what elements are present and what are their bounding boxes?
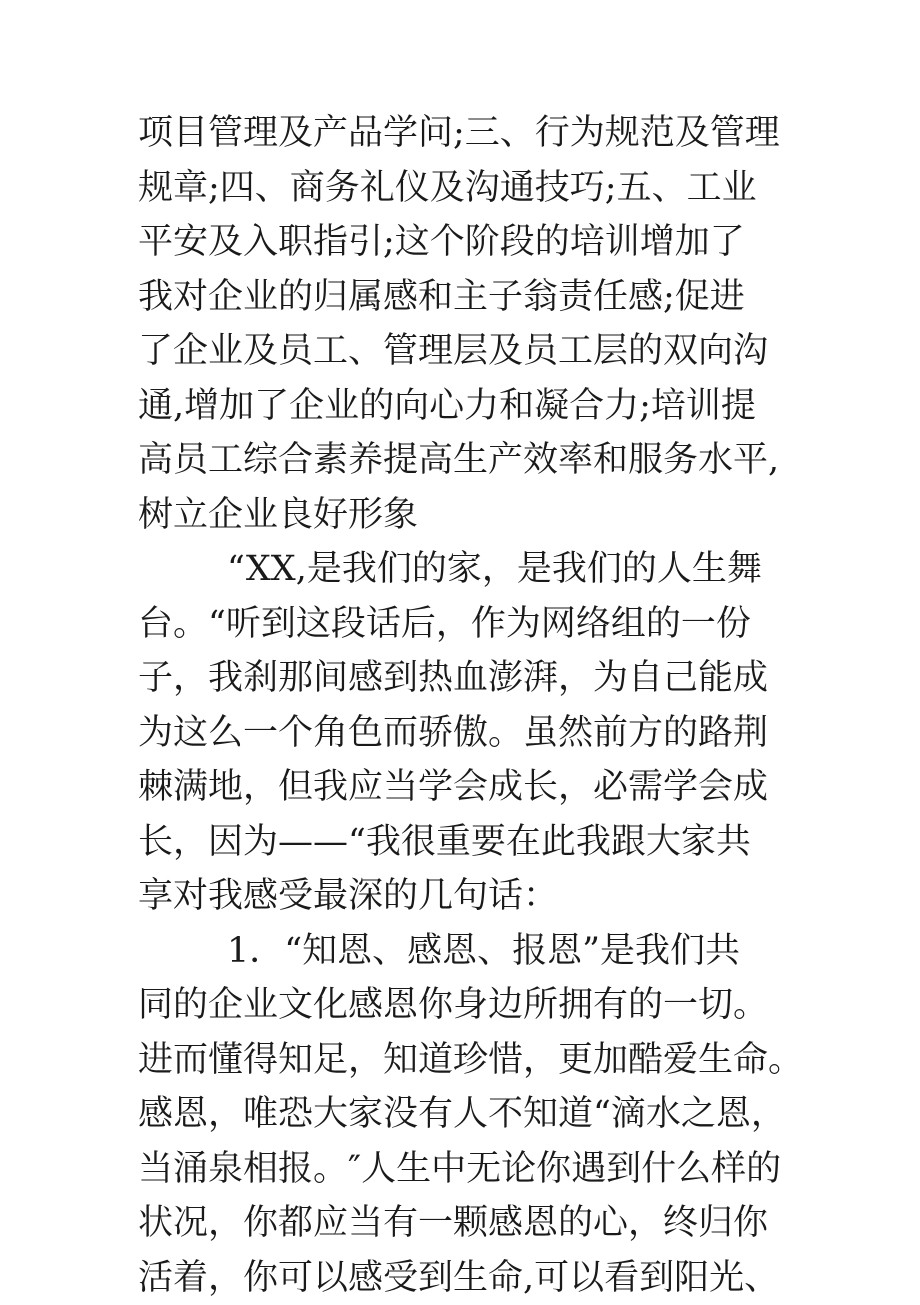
text-line: 高员工综合素养提高生产效率和服务水平,	[138, 433, 798, 488]
text-line: 通,增加了企业的向心力和凝合力;培训提	[138, 379, 798, 434]
text-line: 长，因为——“我很重要在此我跟大家共	[138, 815, 798, 870]
body-text	[138, 106, 798, 1305]
text-line: 我对企业的归属感和主子翁责任感;促进	[138, 270, 798, 325]
text-line: 当涌泉相报。″人生中无论你遇到什么样的	[138, 1142, 798, 1197]
text-line: 感恩，唯恐大家没有人不知道“滴水之恩，	[138, 1087, 798, 1142]
text-line: “XX,是我们的家，是我们的人生舞	[138, 542, 798, 597]
text-line: 项目管理及产品学问;三、行为规范及管理	[138, 106, 798, 161]
text-line: 享对我感受最深的几句话：	[138, 869, 798, 924]
text-line: 平安及入职指引;这个阶段的培训增加了	[138, 215, 798, 270]
text-line: 为这么一个角色而骄傲。虽然前方的路荆	[138, 706, 798, 761]
text-line: 1．“知恩、感恩、报恩”是我们共	[138, 924, 798, 979]
text-line: 进而懂得知足，知道珍惜，更加酷爱生命。	[138, 1033, 798, 1088]
text-line: 棘满地，但我应当学会成长，必需学会成	[138, 760, 798, 815]
text-line: 了企业及员工、管理层及员工层的双向沟	[138, 324, 798, 379]
text-line: 树立企业良好形象	[138, 488, 798, 543]
text-line: 活着，你可以感受到生命,可以看到阳光、	[138, 1251, 798, 1305]
text-line: 同的企业文化感恩你身边所拥有的一切。	[138, 978, 798, 1033]
text-line: 子，我刹那间感到热血澎湃，为自己能成	[138, 651, 798, 706]
text-line: 台。“听到这段话后，作为网络组的一份	[138, 597, 798, 652]
text-line: 状况，你都应当有一颗感恩的心，终归你	[138, 1196, 798, 1251]
text-line: 规章;四、商务礼仪及沟通技巧;五、工业	[138, 161, 798, 216]
